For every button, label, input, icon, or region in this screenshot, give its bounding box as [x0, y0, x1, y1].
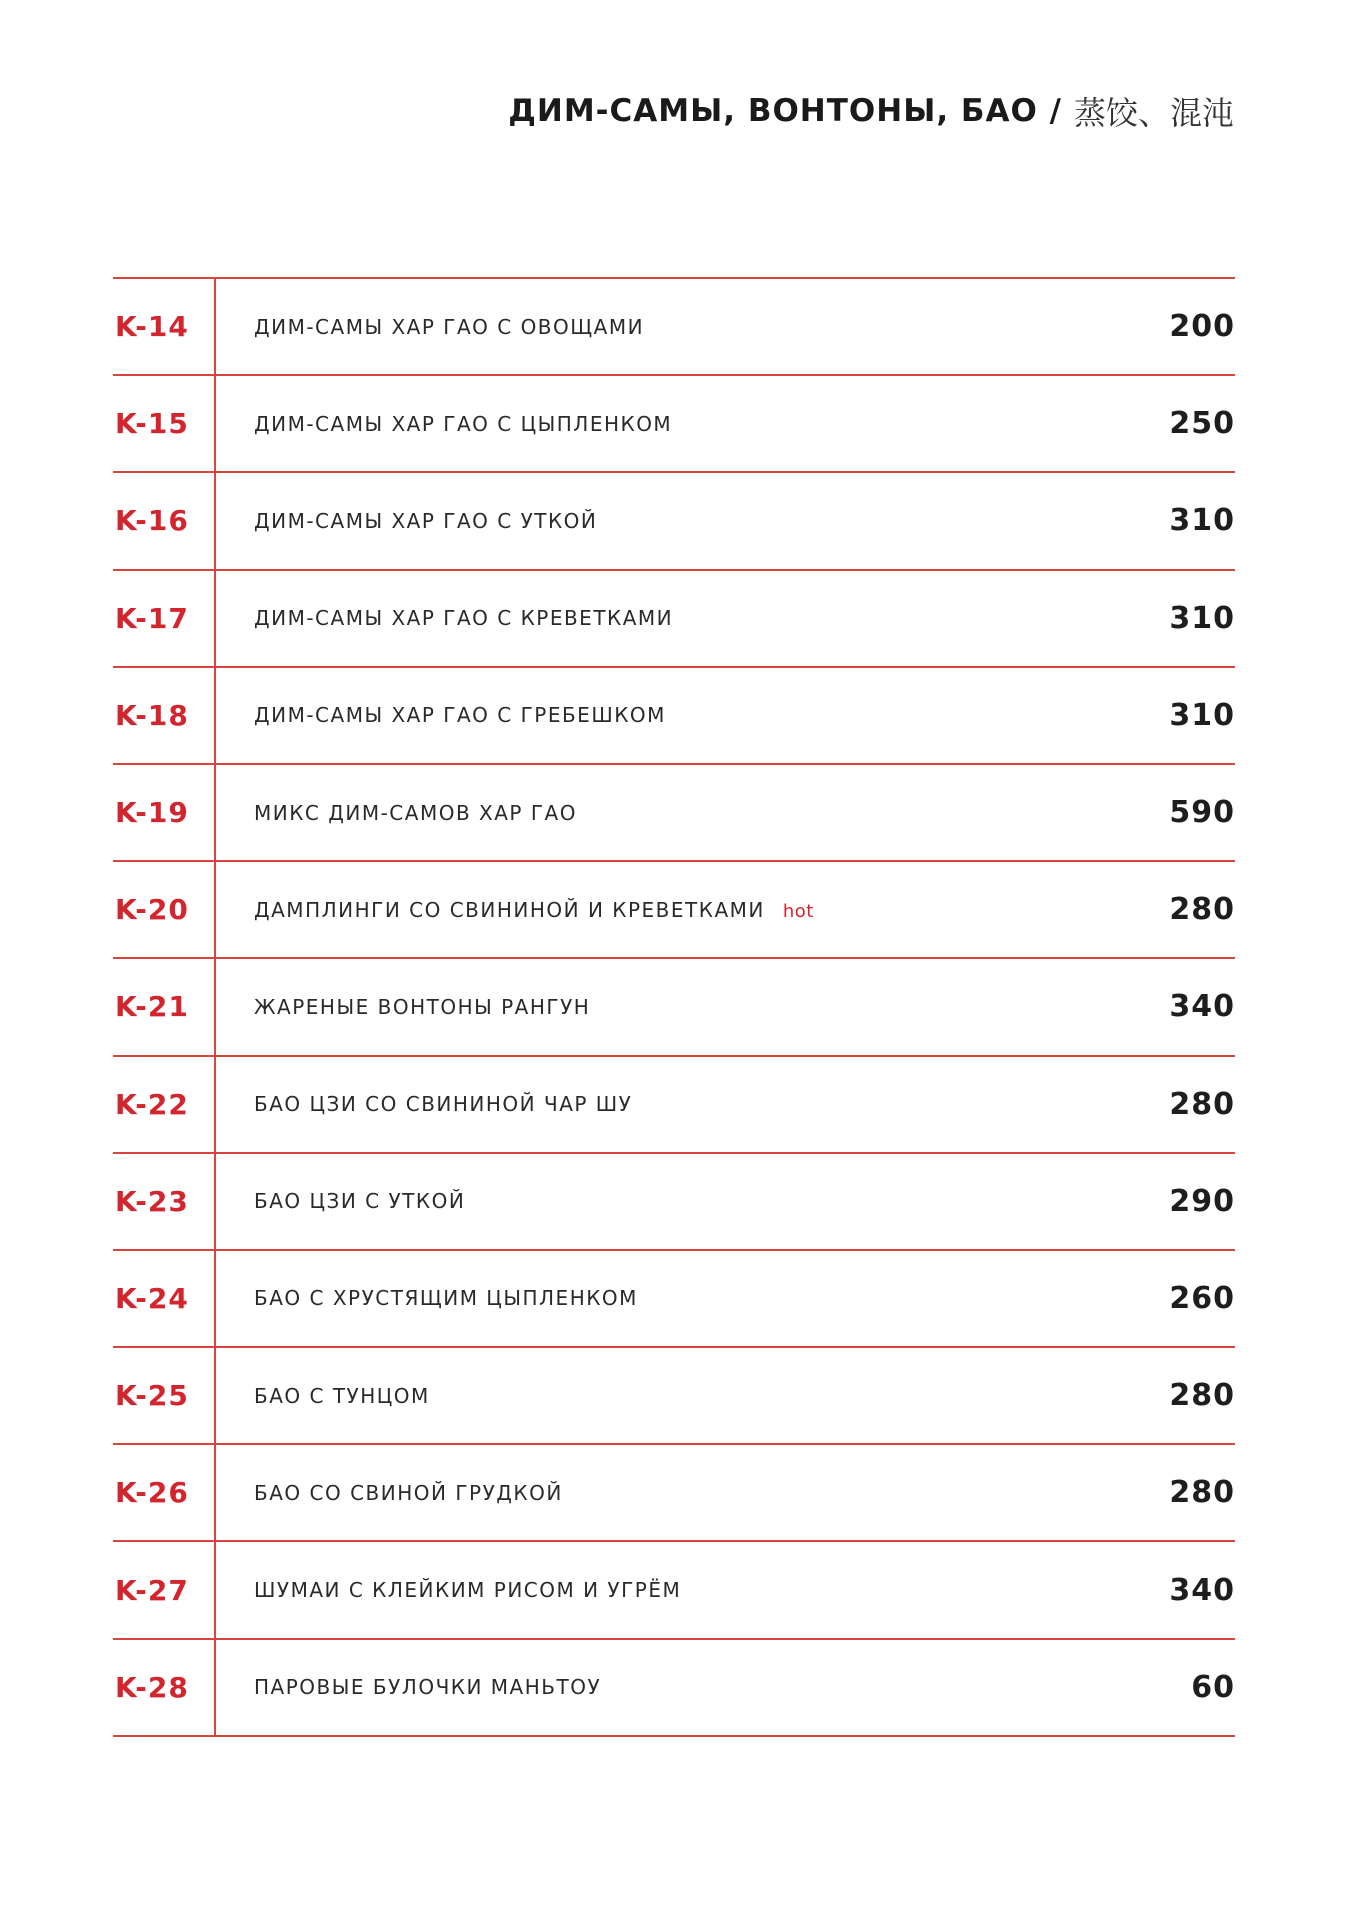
item-code: K-21	[115, 990, 189, 1024]
item-code: K-27	[115, 1573, 189, 1607]
item-code: K-26	[115, 1476, 189, 1510]
page-title-zh: 蒸饺、混沌	[1073, 94, 1234, 132]
item-price: 260	[1169, 1280, 1235, 1316]
item-price: 310	[1169, 600, 1235, 636]
item-price: 280	[1169, 1378, 1235, 1414]
item-name: ПАРОВЫЕ БУЛОЧКИ МАНЬТОУ	[254, 1675, 602, 1700]
menu-row	[113, 959, 1235, 1056]
item-price: 200	[1169, 309, 1235, 345]
page-title	[508, 86, 1234, 136]
item-price: 310	[1169, 503, 1235, 539]
item-name: ДИМ-САМЫ ХАР ГАО С ЦЫПЛЕНКОМ	[254, 411, 673, 436]
menu-row	[113, 1251, 1235, 1348]
item-price: 250	[1169, 406, 1235, 442]
item-name: ДИМ-САМЫ ХАР ГАО С КРЕВЕТКАМИ	[254, 606, 674, 631]
item-name: МИКС ДИМ-САМОВ ХАР ГАО	[254, 800, 577, 825]
item-code: K-16	[115, 504, 189, 538]
item-code: K-24	[115, 1281, 189, 1315]
menu-row	[113, 1154, 1235, 1251]
menu-row	[113, 571, 1235, 668]
menu-row	[113, 1640, 1235, 1737]
item-code: K-17	[115, 601, 189, 635]
menu-row	[113, 1348, 1235, 1445]
item-name: ДИМ-САМЫ ХАР ГАО С УТКОЙ	[254, 508, 598, 533]
menu-row	[113, 668, 1235, 765]
item-price: 280	[1169, 1086, 1235, 1122]
item-code: K-14	[115, 310, 189, 344]
item-code: K-23	[115, 1184, 189, 1218]
item-price: 340	[1169, 989, 1235, 1025]
menu-row	[113, 473, 1235, 570]
menu-table	[113, 277, 1235, 1737]
item-code: K-28	[115, 1670, 189, 1704]
item-name: ЖАРЕНЫЕ ВОНТОНЫ РАНГУН	[254, 994, 591, 1019]
menu-row	[113, 1542, 1235, 1639]
item-code: K-25	[115, 1379, 189, 1413]
item-code: K-20	[115, 893, 189, 927]
item-price: 310	[1169, 697, 1235, 733]
item-name: ДИМ-САМЫ ХАР ГАО С ОВОЩАМИ	[254, 314, 645, 339]
item-name: БАО С ТУНЦОМ	[254, 1383, 430, 1408]
item-name: БАО ЦЗИ СО СВИНИНОЙ ЧАР ШУ	[254, 1092, 633, 1117]
item-name	[216, 898, 1095, 922]
hot-badge: hot	[782, 900, 814, 922]
menu-row	[113, 1445, 1235, 1542]
item-name-text: ДАМПЛИНГИ СО СВИНИНОЙ И КРЕВЕТКАМИ	[254, 897, 765, 922]
item-code: K-15	[115, 407, 189, 441]
item-price: 280	[1169, 1475, 1235, 1511]
item-price: 340	[1169, 1572, 1235, 1608]
menu-row	[113, 1057, 1235, 1154]
item-name: БАО С ХРУСТЯЩИМ ЦЫПЛЕНКОМ	[254, 1286, 638, 1311]
menu-row	[113, 279, 1235, 376]
item-price: 60	[1191, 1669, 1235, 1705]
item-code: K-19	[115, 796, 189, 830]
item-code: K-18	[115, 698, 189, 732]
item-price: 280	[1169, 892, 1235, 928]
item-price: 590	[1169, 795, 1235, 831]
item-name: ШУМАИ С КЛЕЙКИМ РИСОМ И УГРЁМ	[254, 1578, 682, 1603]
item-code: K-22	[115, 1087, 189, 1121]
page-title-ru: ДИМ-САМЫ, ВОНТОНЫ, БАО /	[508, 93, 1062, 129]
item-name: БАО ЦЗИ С УТКОЙ	[254, 1189, 466, 1214]
item-price: 290	[1169, 1183, 1235, 1219]
menu-row	[113, 765, 1235, 862]
menu-row	[113, 862, 1235, 959]
item-name: БАО СО СВИНОЙ ГРУДКОЙ	[254, 1480, 563, 1505]
item-name: ДИМ-САМЫ ХАР ГАО С ГРЕБЕШКОМ	[254, 703, 666, 728]
menu-row	[113, 376, 1235, 473]
